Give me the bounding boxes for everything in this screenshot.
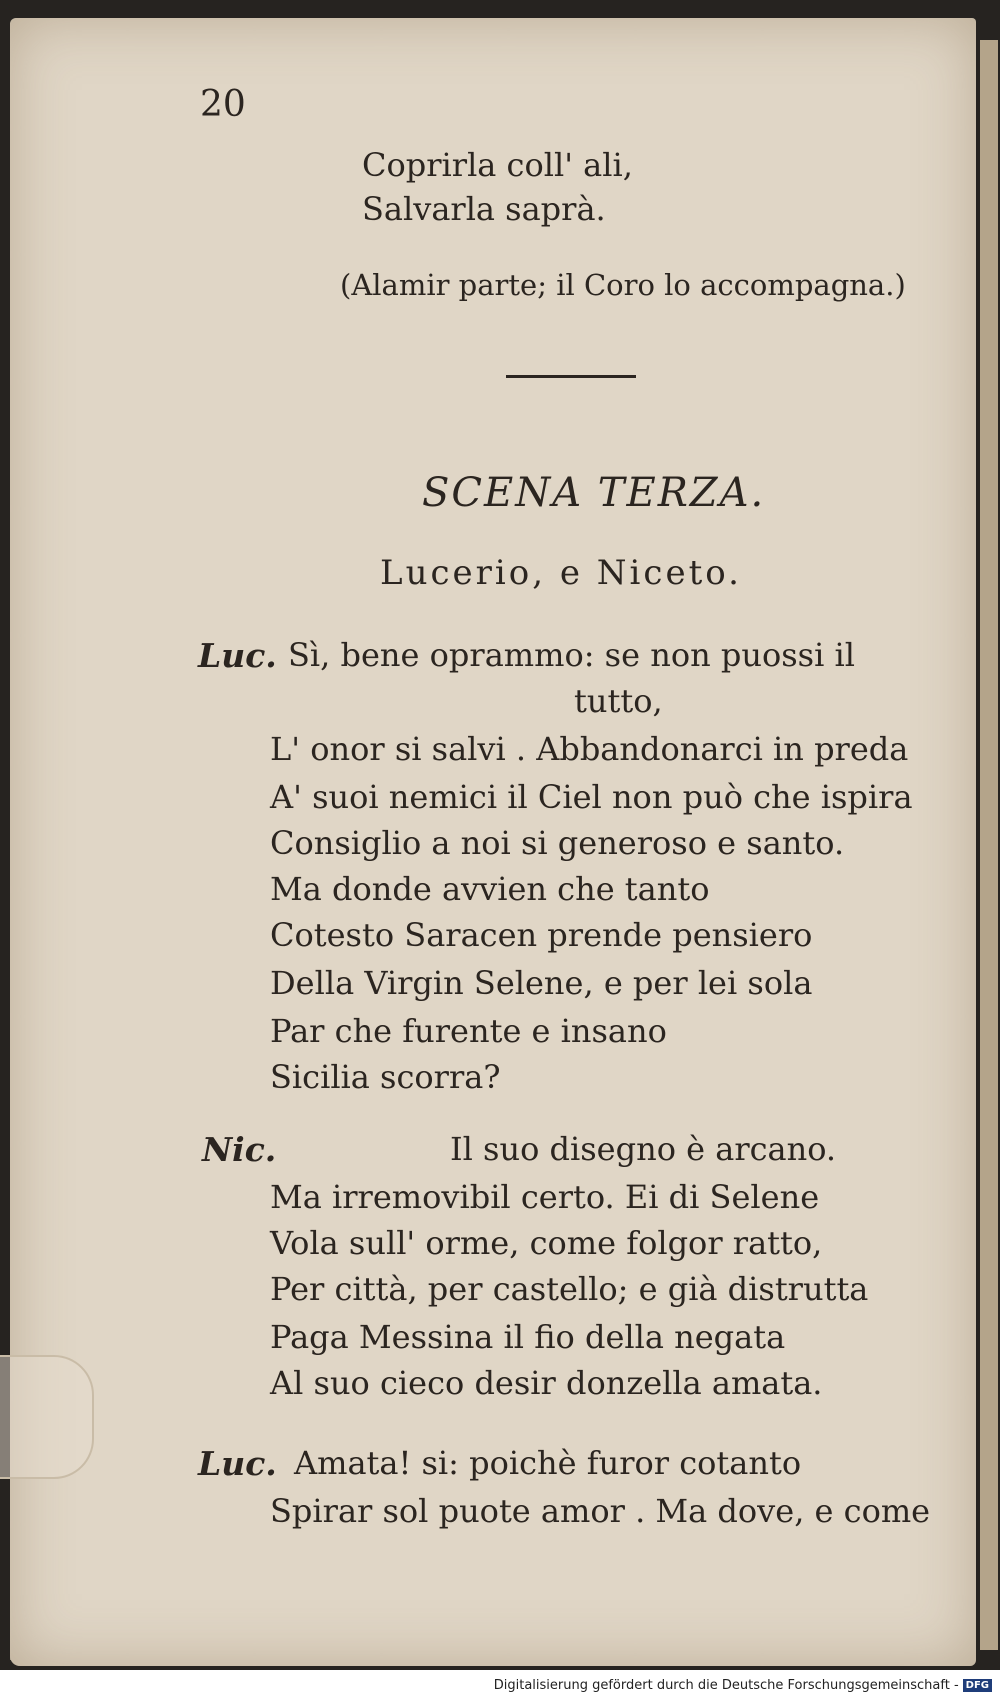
verse-line: Amata! si: poichè furor cotanto [294,1444,802,1482]
speaker-label: Luc. [198,1444,277,1483]
page-number: 20 [200,84,246,125]
section-rule [506,375,636,378]
verse-line: Cotesto Saracen prende pensiero [270,916,813,954]
verse-line: Della Virgin Selene, e per lei sola [270,964,813,1002]
verse-line: Consiglio a noi si generoso e santo. [270,824,845,862]
page-right-edge [980,40,998,1650]
scene-characters: Lucerio, e Niceto. [380,553,742,593]
scene-title: SCENA TERZA. [422,470,766,516]
verse-line: Coprirla coll' ali, [362,146,633,184]
verse-line: L' onor si salvi . Abbandonarci in preda [270,730,909,768]
verse-line: Sì, bene oprammo: se non puossi il [288,636,855,674]
verse-line: Ma donde avvien che tanto [270,870,710,908]
verse-line: Spirar sol puote amor . Ma dove, e come [270,1492,931,1530]
verse-line: Vola sull' orme, come folgor ratto, [270,1224,823,1262]
verse-line: tutto, [574,682,663,720]
verse-line: Salvarla saprà. [362,190,606,228]
digitization-footer [494,1678,992,1693]
verse-line: Il suo disegno è arcano. [450,1130,837,1168]
page-fold-mark [0,1355,94,1479]
speaker-label: Luc. [198,636,277,675]
speaker-label: Nic. [202,1130,277,1169]
verse-line: Ma irremovibil certo. Ei di Selene [270,1178,820,1216]
verse-line: Al suo cieco desir donzella amata. [270,1364,823,1402]
verse-line: Sicilia scorra? [270,1058,501,1096]
footer-text: Digitalisierung gefördert durch die Deutsche Forschungsgemeinschaft - [493,1678,959,1693]
stage-direction: (Alamir parte; il Coro lo accompagna.) [340,268,906,302]
verse-line: Par che furente e insano [270,1012,667,1050]
verse-line: A' suoi nemici il Ciel non può che ispira [270,778,913,816]
book-page [10,18,976,1666]
verse-line: Paga Messina il fio della negata [270,1318,786,1356]
verse-line: Per città, per castello; e già distrutta [270,1270,869,1308]
dfg-logo: DFG [963,1679,992,1692]
